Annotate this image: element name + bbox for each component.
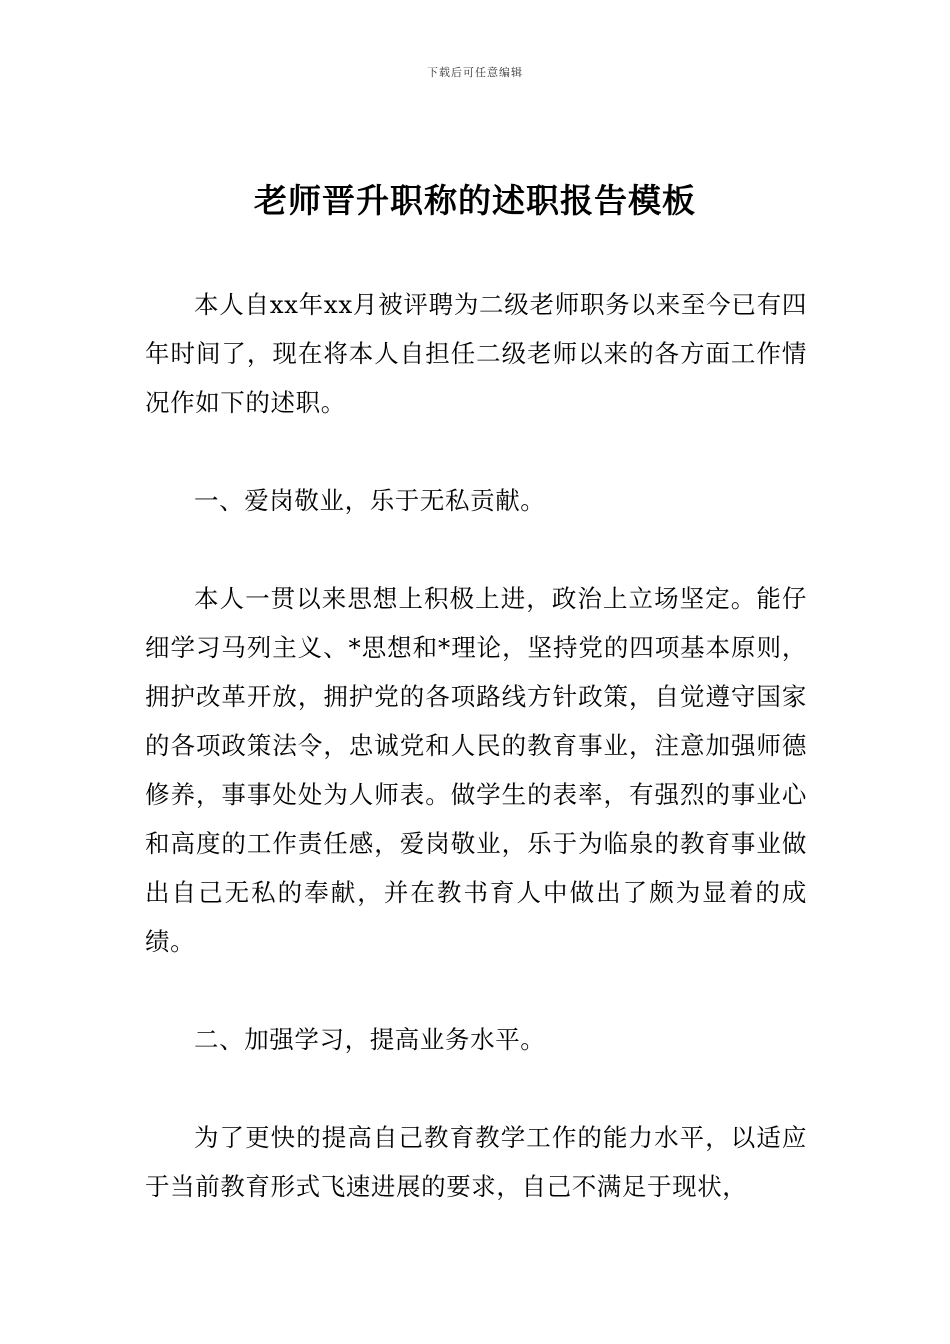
document-body	[145, 280, 807, 1211]
paragraph-intro: 本人自xx年xx月被评聘为二级老师职务以来至今已有四年时间了，现在将本人自担任二级老师以来的各方面工作情况作如下的述职。	[145, 290, 807, 417]
section-heading-1: 一、爱岗敬业，乐于无私贡献。	[194, 486, 546, 515]
section-heading-2: 二、加强学习，提高业务水平。	[194, 1025, 546, 1054]
document-title: 老师晋升职称的述职报告模板	[254, 181, 696, 220]
paragraph-section-1: 本人一贯以来思想上积极上进，政治上立场坚定。能仔细学习马列主义、*思想和*理论，坚持党的四项基本原则，拥护改革开放，拥护党的各项路线方针政策，自觉遵守国家的各项政策法令，忠诚党和人民的教育事业，注意加强师德修养，事事处处为人师表。做学生的表率，有强烈的事业心和高度的工作责任感，爱岗敬业，乐于为临泉的教育事业做出自己无私的奉献，并在教书育人中做出了颇为显着的成绩。	[145, 584, 807, 956]
header-note: 下载后可任意编辑	[427, 66, 523, 79]
paragraph-section-2: 为了更快的提高自己教育教学工作的能力水平，以适应于当前教育形式飞速进展的要求，自己不满足于现状，	[145, 1123, 807, 1201]
